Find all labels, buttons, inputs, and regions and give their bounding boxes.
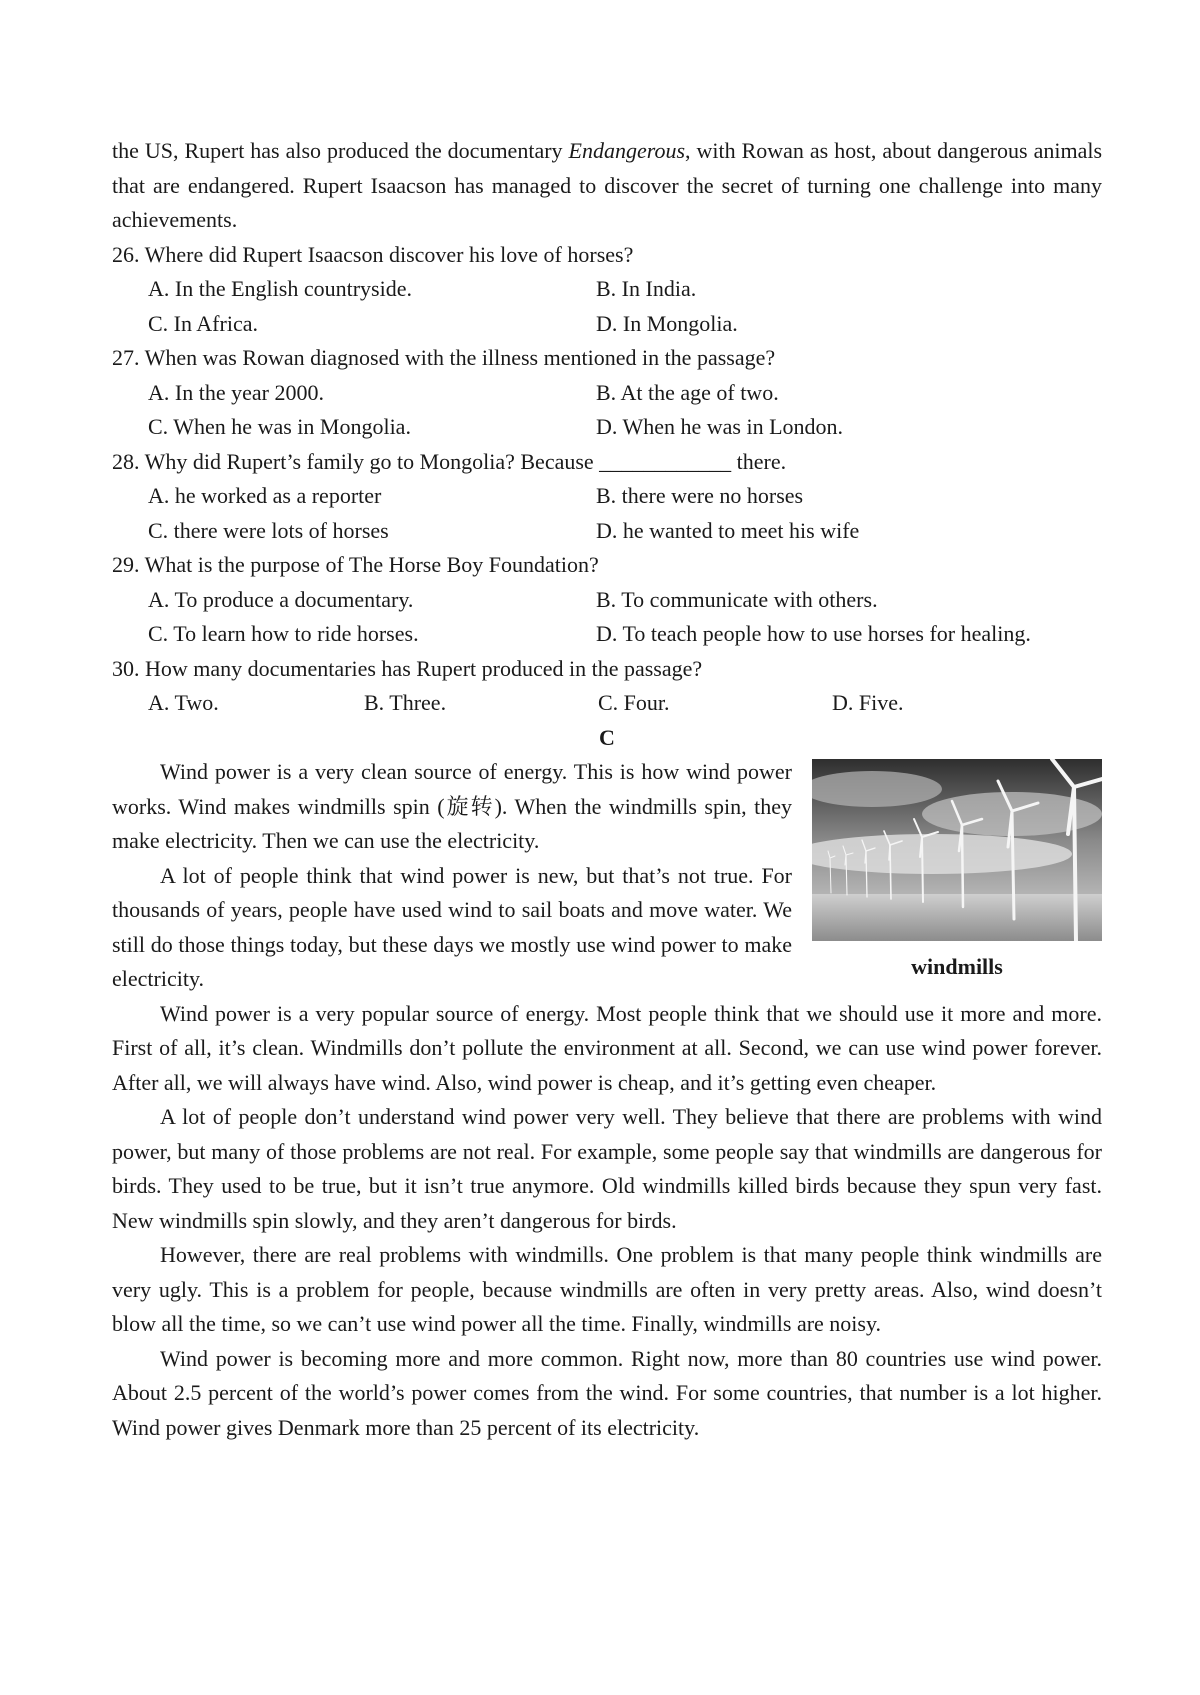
- passage-paragraph-2: A lot of people think that wind power is new, but that’s not true. For thousands of years, people have used wind to sail boats and move water. We still do those things today, but these days we mostly use wind power to make electricity.: [112, 862, 792, 991]
- section-c-passage: [112, 755, 1102, 1445]
- option-grid: [112, 583, 1102, 652]
- option-d[interactable]: D. he wanted to meet his wife: [596, 517, 860, 543]
- question-29: [112, 548, 1102, 652]
- option-d[interactable]: D. When he was in London.: [596, 414, 844, 439]
- windmill-photo: [812, 759, 1102, 941]
- intro-text-after: , with Rowan as host, about dangerous animals that are endangered. Rupert Isaacson has managed to discover the secret of turning one challenge into many achievements.: [112, 138, 1103, 232]
- passage-paragraph-3: Wind power is a very popular source of energy. Most people think that we should use it more and more. First of all, it’s clean. Windmills don’t pollute the environment at all. Second, we can use wind power forever. After all, we will always have wind. Also, wind power is cheap, and it’s getting even cheaper.: [112, 1000, 1102, 1095]
- option-b[interactable]: B. In India.: [596, 276, 697, 301]
- question-28: [112, 445, 1102, 549]
- intro-text-before: the US, Rupert has also produced the documentary: [112, 138, 569, 163]
- intro-paragraph: [112, 134, 1102, 238]
- option-b[interactable]: B. there were no horses: [596, 483, 804, 508]
- option-d[interactable]: D. In Mongolia.: [596, 310, 738, 336]
- option-a[interactable]: A. In the year 2000.: [148, 379, 324, 405]
- question-stem: 30. How many documentaries has Rupert produced in the passage?: [112, 655, 703, 681]
- windmill-figure: [812, 759, 1102, 982]
- documentary-title: Endangerous: [568, 138, 686, 163]
- question-stem: 27. When was Rowan diagnosed with the illness mentioned in the passage?: [112, 345, 776, 370]
- passage-paragraph-5: However, there are real problems with windmills. One problem is that many people think windmills are very ugly. This is a problem for people, because windmills are often in very pretty areas. Also, wind doesn’t blow all the time, so we can’t use wind power all the time. Finally, windmills are noisy.: [112, 1242, 1102, 1336]
- option-c[interactable]: C. To learn how to ride horses.: [148, 621, 419, 646]
- figure-caption: windmills: [911, 953, 1003, 979]
- option-b[interactable]: B. To communicate with others.: [596, 586, 878, 612]
- section-heading: C: [599, 724, 615, 750]
- option-c[interactable]: C. Four.: [598, 690, 670, 715]
- option-b[interactable]: B. Three.: [364, 690, 447, 715]
- exam-page: [112, 134, 1102, 1445]
- option-a[interactable]: A. he worked as a reporter: [148, 483, 382, 508]
- question-stem: 26. Where did Rupert Isaacson discover his love of horses?: [112, 241, 634, 267]
- option-c[interactable]: C. In Africa.: [148, 310, 258, 336]
- question-27: [112, 341, 1102, 445]
- option-row: [112, 686, 1102, 721]
- option-d[interactable]: D. Five.: [832, 690, 904, 715]
- question-26: [112, 238, 1102, 342]
- option-b[interactable]: B. At the age of two.: [596, 379, 779, 405]
- passage-paragraph-1: Wind power is a very clean source of energy. This is how wind power works. Wind makes windmills spin (旋转). When the windmills spin, they make electricity. Then we can use the electricity.: [112, 759, 792, 853]
- question-stem: 29. What is the purpose of The Horse Boy Foundation?: [112, 552, 599, 577]
- option-d[interactable]: D. To teach people how to use horses for healing.: [596, 621, 1031, 646]
- option-grid: [112, 272, 1102, 341]
- passage-paragraph-6: Wind power is becoming more and more common. Right now, more than 80 countries use wind power. About 2.5 percent of the world’s power comes from the wind. For some countries, that number is a lot higher. Wind power gives Denmark more than 25 percent of its electricity.: [112, 1345, 1102, 1440]
- question-stem: 28. Why did Rupert’s family go to Mongolia? Because ____________ there.: [112, 448, 787, 474]
- option-c[interactable]: C. there were lots of horses: [148, 517, 389, 543]
- passage-paragraph-4: A lot of people don’t understand wind power very well. They believe that there are problems with wind power, but many of those problems are not real. For example, some people say that windmills are dangerous for birds. They used to be true, but it isn’t true anymore. Old windmills killed birds because they spun very fast. New windmills spin slowly, and they aren’t dangerous for birds.: [112, 1104, 1102, 1233]
- option-grid: [112, 376, 1102, 445]
- question-30: [112, 652, 1102, 721]
- option-c[interactable]: C. When he was in Mongolia.: [148, 414, 411, 439]
- option-a[interactable]: A. Two.: [148, 690, 219, 715]
- option-a[interactable]: A. To produce a documentary.: [148, 586, 414, 612]
- option-a[interactable]: A. In the English countryside.: [148, 276, 412, 301]
- option-grid: [112, 479, 1102, 548]
